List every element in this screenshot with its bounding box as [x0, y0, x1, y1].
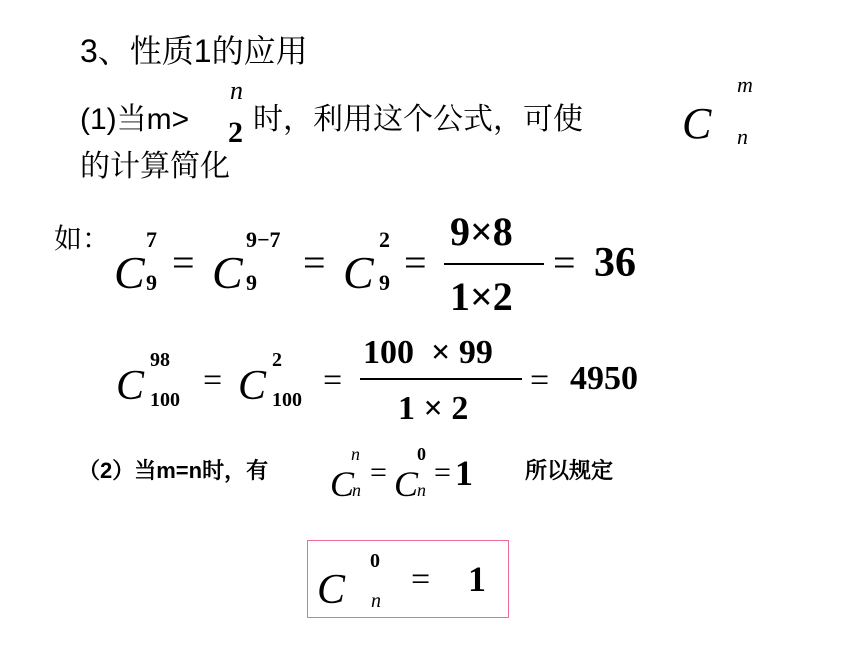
box-superscript: 0 — [370, 550, 380, 572]
ex1-c-sub: 9 — [379, 270, 390, 295]
p1-c-superscript: m — [737, 72, 753, 97]
ex2-a-sub: 100 — [150, 389, 180, 411]
ex1-eq-2: = — [303, 240, 326, 285]
p1-lead: (1)当m> — [80, 103, 190, 136]
p2-a-sub: n — [352, 480, 361, 500]
box-subscript: n — [371, 590, 381, 612]
ex1-eq-4: = — [553, 240, 576, 285]
ex1-eq-3: = — [404, 240, 427, 285]
p1-line2: 的计算简化 — [80, 150, 230, 183]
ex1-b-sup: 9−7 — [246, 227, 281, 252]
ex1-a-sub: 9 — [146, 270, 157, 295]
ex2-denominator: 1 × 2 — [398, 390, 469, 427]
p2-eq-1: = — [370, 456, 387, 489]
ex2-b-sup: 2 — [272, 349, 282, 371]
ex1-c-sup: 2 — [379, 227, 390, 252]
p2-tail: 所以规定 — [525, 458, 614, 483]
p2-lead: （2）当m=n时，有 — [78, 458, 269, 483]
ex1-c-a: C — [114, 247, 145, 298]
ex1-denominator: 1×2 — [450, 274, 513, 319]
p2-eq-2: = — [434, 456, 451, 489]
ex1-c-c: C — [343, 247, 374, 298]
p1-frac-numerator: n — [230, 76, 243, 105]
p2-b-sub: n — [417, 480, 426, 500]
p2-b-sup: 0 — [417, 444, 426, 464]
p1-c-subscript: n — [737, 124, 748, 149]
ex2-fraction-bar — [360, 378, 522, 380]
ex1-a-sup: 7 — [146, 227, 157, 252]
ex2-eq-2: = — [323, 362, 343, 399]
ex1-b-sub: 9 — [246, 270, 257, 295]
definition-box — [307, 540, 509, 618]
ex2-eq-3: = — [530, 362, 550, 399]
ex2-c-b: C — [238, 363, 267, 409]
ex2-result: 4950 — [570, 360, 638, 397]
ex2-numerator: 100 × 99 — [363, 334, 493, 371]
ex2-b-sub: 100 — [272, 389, 302, 411]
ex1-result: 36 — [594, 240, 636, 286]
ex2-c-a: C — [116, 363, 145, 409]
ex1-eq-1: = — [172, 240, 195, 285]
p2-c-b: C — [394, 464, 419, 504]
ex1-numerator: 9×8 — [450, 209, 513, 254]
ex1-fraction-bar — [444, 263, 544, 265]
ex1-c-b: C — [212, 247, 243, 298]
box-combination-symbol: C — [317, 567, 346, 613]
p1-rest: 时，利用这个公式，可使 — [253, 103, 583, 136]
p2-result: 1 — [455, 453, 473, 493]
p2-a-sup: n — [351, 444, 360, 464]
ex2-a-sup: 98 — [150, 349, 170, 371]
box-equals: = — [411, 561, 431, 598]
ex2-eq-1: = — [203, 362, 223, 399]
box-value: 1 — [468, 559, 486, 599]
section-heading: 3、性质1的应用 — [80, 33, 308, 69]
p2-c-a: C — [330, 464, 355, 504]
p1-frac-denominator: 2 — [228, 116, 243, 149]
p1-combination-symbol: C — [682, 99, 712, 148]
example-lead: 如： — [54, 223, 111, 254]
